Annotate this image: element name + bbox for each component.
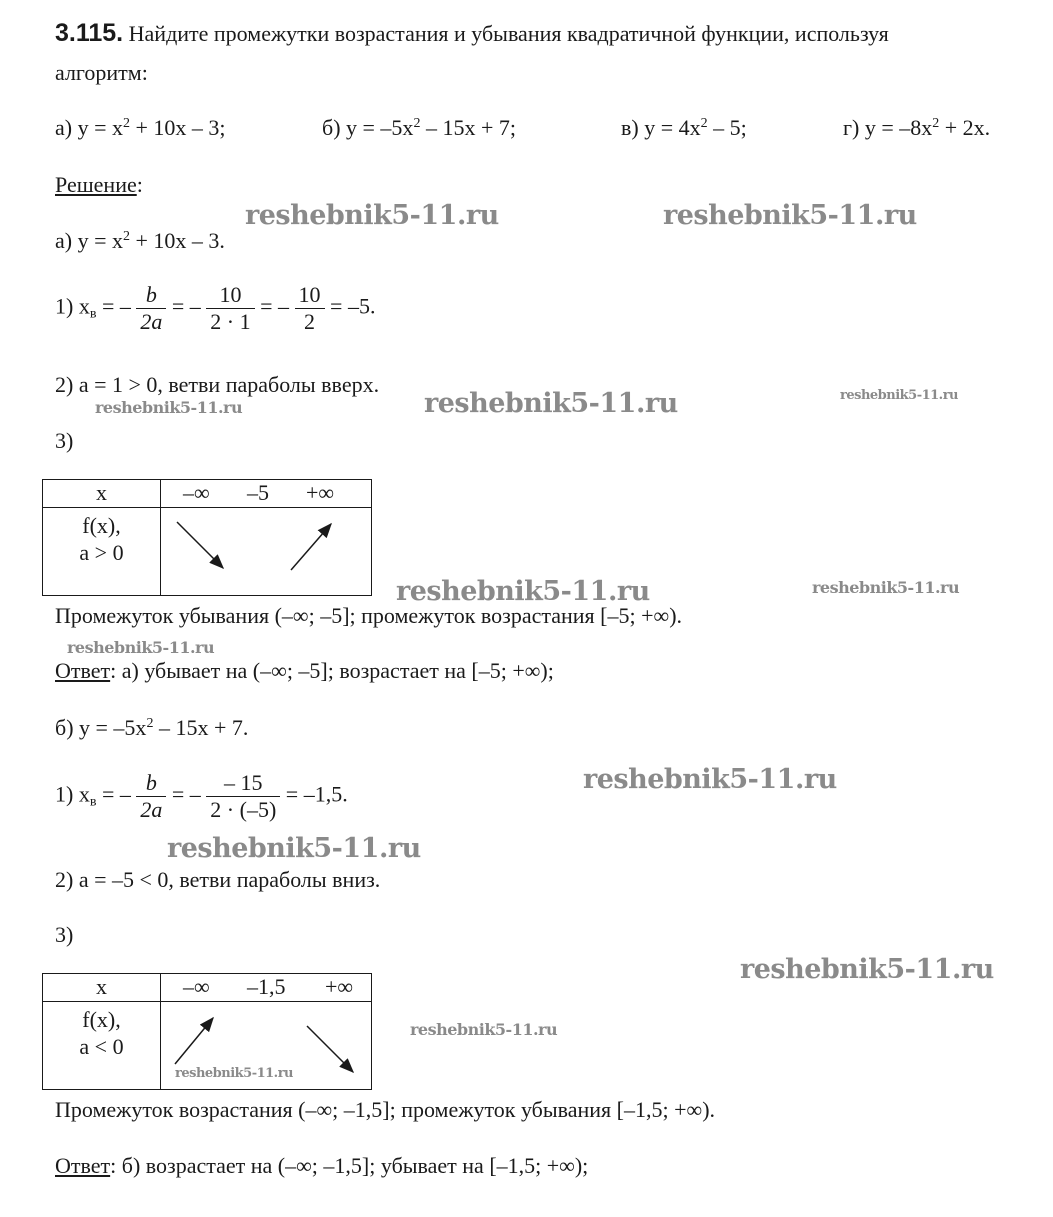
task-item-b: б) $y = -5x^2 - 15x + 7$; xyxy=(322,115,516,140)
problem-text-line2: алгоритм: xyxy=(55,60,148,85)
fraction-b-over-2a: $\frac{b}{2a}$ xyxy=(136,282,166,335)
table-f-label: f(x), a > 0 xyxy=(43,508,161,596)
watermark: reshebnik5-11.ru xyxy=(740,954,994,985)
part-b-step1: 1) $x_в$ = – $\frac{b}{2a}$ = – $\frac{- 15}{2 \cdot (-5)}$ = –1,5. xyxy=(55,770,348,822)
part-a-step2: 2) a = 1 > 0, ветви параболы вверх. xyxy=(55,372,380,397)
decreasing-arrow-icon xyxy=(307,1026,353,1072)
problem-text-line1: Найдите промежутки возрастания и убывания квадратичной функции, используя xyxy=(128,21,889,46)
watermark: reshebnik5-11.ru xyxy=(95,398,243,417)
part-a-answer: Ответ: а) убывает на (–∞; –5]; возрастает на [–5; +∞); xyxy=(55,658,554,683)
task-item-a: а) $y = x^2 + 10x - 3$; xyxy=(55,115,226,140)
watermark: reshebnik5-11.ru xyxy=(67,638,215,657)
increasing-arrow-icon xyxy=(291,524,331,570)
part-b-step3: 3) xyxy=(55,922,74,947)
watermark: reshebnik5-11.ru xyxy=(424,388,678,419)
watermark: reshebnik5-11.ru xyxy=(663,200,917,231)
watermark: reshebnik5-11.ru xyxy=(410,1020,558,1039)
problem-number: 3.115. xyxy=(55,19,124,47)
fraction-minus15-over-2x-5: $\frac{- 15}{2 \cdot (-5)}$ xyxy=(206,770,280,823)
increasing-arrow-icon xyxy=(175,1018,213,1064)
watermark: reshebnik5-11.ru xyxy=(812,578,960,597)
part-b-answer: Ответ: б) возрастает на (–∞; –1,5]; убывает на [–1,5; +∞); xyxy=(55,1153,589,1178)
table-f-label: f(x), a < 0 xyxy=(43,1002,161,1090)
table-x-points: –∞ –1,5 +∞ xyxy=(161,974,372,1002)
watermark: reshebnik5-11.ru xyxy=(396,576,650,607)
table-behavior xyxy=(161,508,372,596)
part-b-step2: 2) a = –5 < 0, ветви параболы вниз. xyxy=(55,867,381,892)
watermark: reshebnik5-11.ru xyxy=(175,1066,294,1081)
part-b-sign-table xyxy=(42,973,372,1090)
watermark: reshebnik5-11.ru xyxy=(840,388,959,403)
part-a-step1: 1) $x_в$ = – $\frac{b}{2a}$ = – $\frac{10}{2 \cdot 1}$ = – $\frac{10}{2}$ = –5. xyxy=(55,282,376,334)
part-b-intervals: Промежуток возрастания (–∞; –1,5]; промежуток убывания [–1,5; +∞). xyxy=(55,1097,716,1122)
solution-heading: Решение: xyxy=(55,172,143,197)
fraction-10-over-2x1: $\frac{10}{2 \cdot 1}$ xyxy=(206,282,254,335)
part-b-function: б) $y = -5x^2 - 15x + 7$. xyxy=(55,715,249,740)
task-item-g: г) $y = -8x^2 + 2x$. xyxy=(843,115,991,140)
task-item-v: в) $y = 4x^2 - 5$; xyxy=(621,115,747,140)
part-a-intervals: Промежуток убывания (–∞; –5]; промежуток возрастания [–5; +∞). xyxy=(55,603,683,628)
decreasing-arrow-icon xyxy=(177,522,223,568)
fraction-b-over-2a: $\frac{b}{2a}$ xyxy=(136,770,166,823)
table-behavior xyxy=(161,1002,372,1090)
watermark: reshebnik5-11.ru xyxy=(245,200,499,231)
table-x-points: –∞ –5 +∞ xyxy=(161,480,372,508)
problem-statement xyxy=(55,20,889,47)
part-a-function: а) $y = x^2 + 10x - 3$. xyxy=(55,228,225,253)
fraction-10-over-2: $\frac{10}{2}$ xyxy=(295,282,325,335)
part-a-step3: 3) xyxy=(55,428,74,453)
behavior-arrows xyxy=(161,508,371,596)
table-x-label: x xyxy=(43,974,161,1002)
watermark: reshebnik5-11.ru xyxy=(167,833,421,864)
part-a-sign-table xyxy=(42,479,372,596)
table-x-label: x xyxy=(43,480,161,508)
watermark: reshebnik5-11.ru xyxy=(583,764,837,795)
